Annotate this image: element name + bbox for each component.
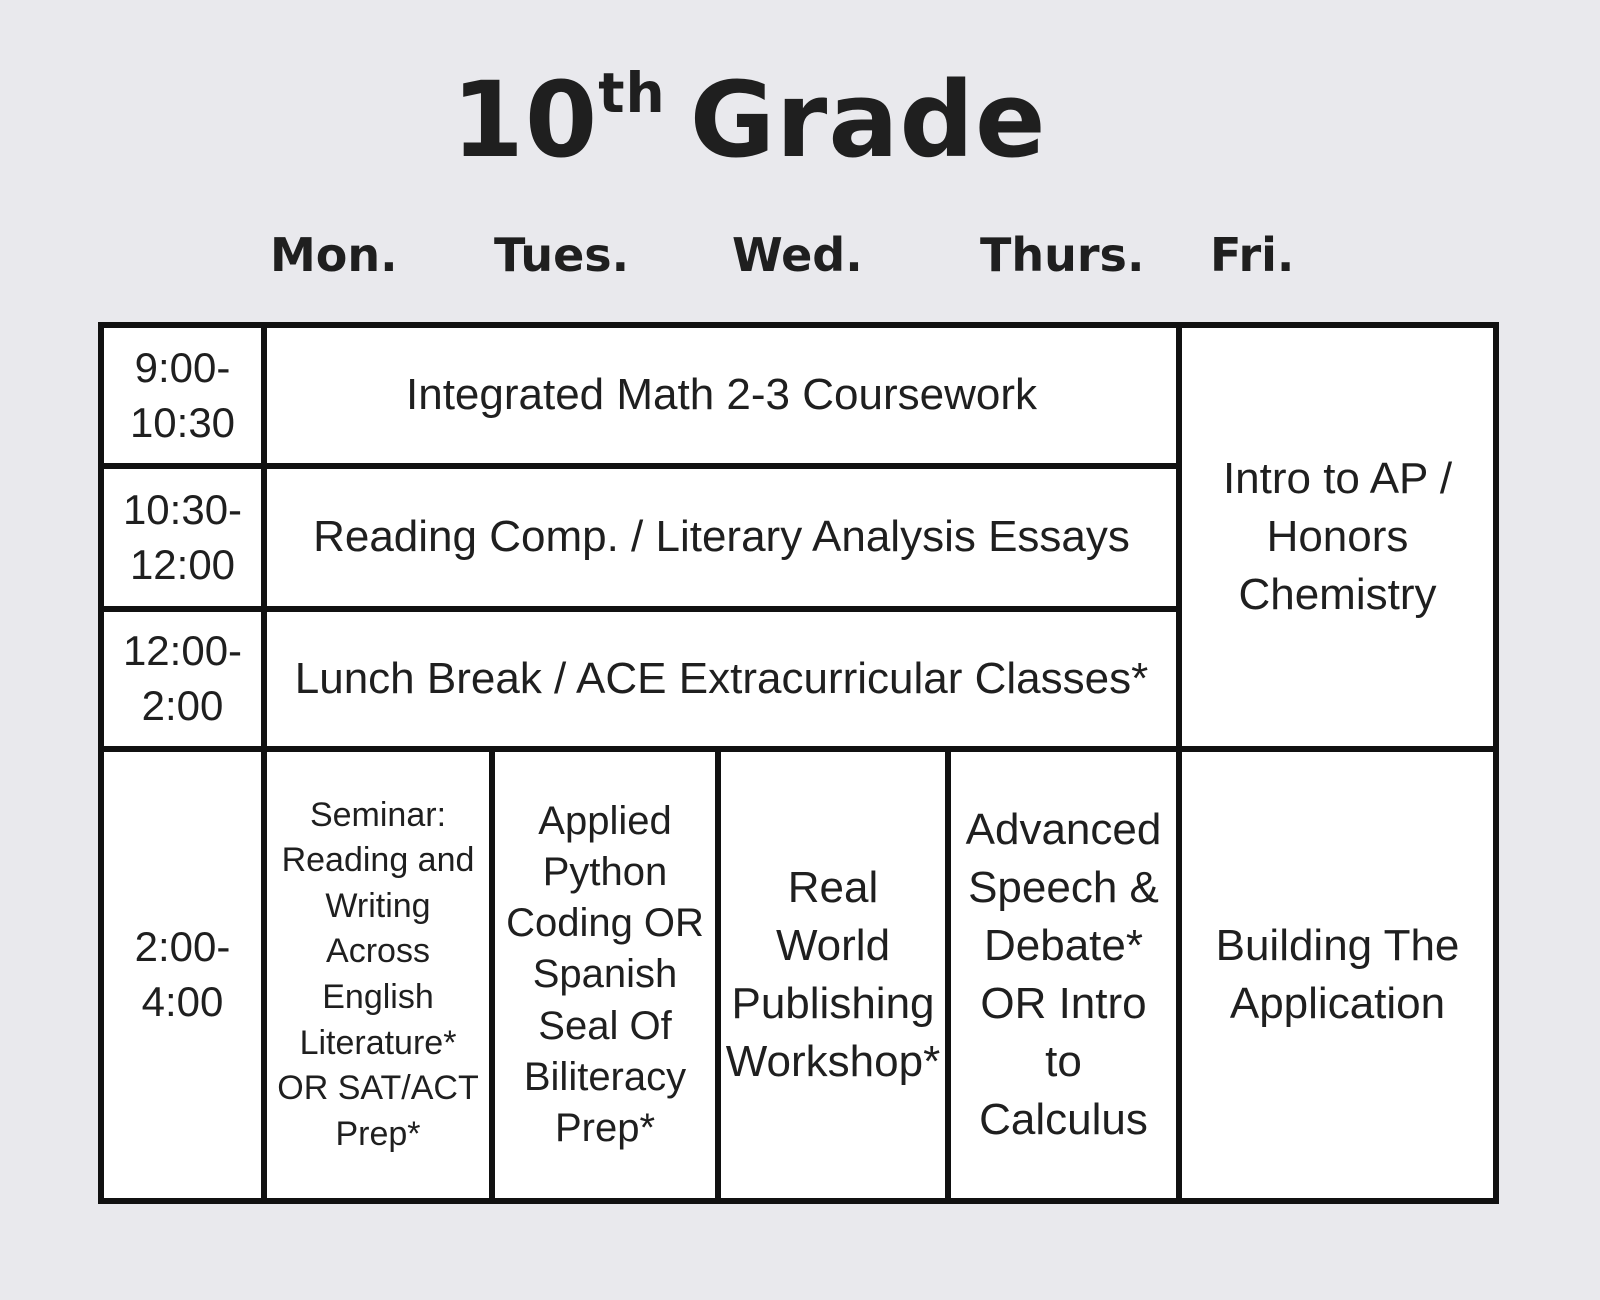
math-coursework-cell: Integrated Math 2-3 Coursework: [406, 370, 1037, 420]
wednesday-publishing-cell: Real World Publishing Workshop*: [725, 862, 941, 1087]
time-slot-2: 10:30- 12:00: [122, 485, 243, 588]
day-header-tue: Tues.: [494, 228, 630, 282]
page-title: [0, 59, 1498, 181]
lunch-break-cell: Lunch Break / ACE Extracurricular Classes*: [294, 653, 1149, 703]
reading-comp-cell: Reading Comp. / Literary Analysis Essays: [313, 512, 1130, 562]
tuesday-coding-cell: Applied Python Coding OR Spanish Seal Of Biliteracy Prep*: [506, 798, 704, 1150]
friday-application-cell: Building The Application: [1215, 920, 1460, 1028]
day-header-wed: Wed.: [732, 228, 863, 282]
day-header-fri: Fri.: [1210, 228, 1295, 282]
schedule-table: [98, 322, 1499, 1204]
day-header-thu: Thurs.: [980, 228, 1145, 282]
title-suffix: th: [598, 61, 666, 126]
time-slot-3: 12:00- 2:00: [122, 627, 243, 729]
monday-seminar-cell: Seminar: Reading and Writing Across English Literature* OR SAT/ACT Prep*: [277, 795, 479, 1153]
thursday-debate-cell: Advanced Speech & Debate* OR Intro to Calculus: [965, 804, 1162, 1145]
title-number: 10: [451, 59, 599, 181]
time-slot-1: 9:00- 10:30: [129, 343, 236, 446]
day-header-mon: Mon.: [270, 228, 398, 282]
time-slot-4: 2:00- 4:00: [134, 923, 231, 1025]
friday-chemistry-cell: Intro to AP / Honors Chemistry: [1222, 453, 1453, 620]
title-word: Grade: [689, 59, 1047, 181]
